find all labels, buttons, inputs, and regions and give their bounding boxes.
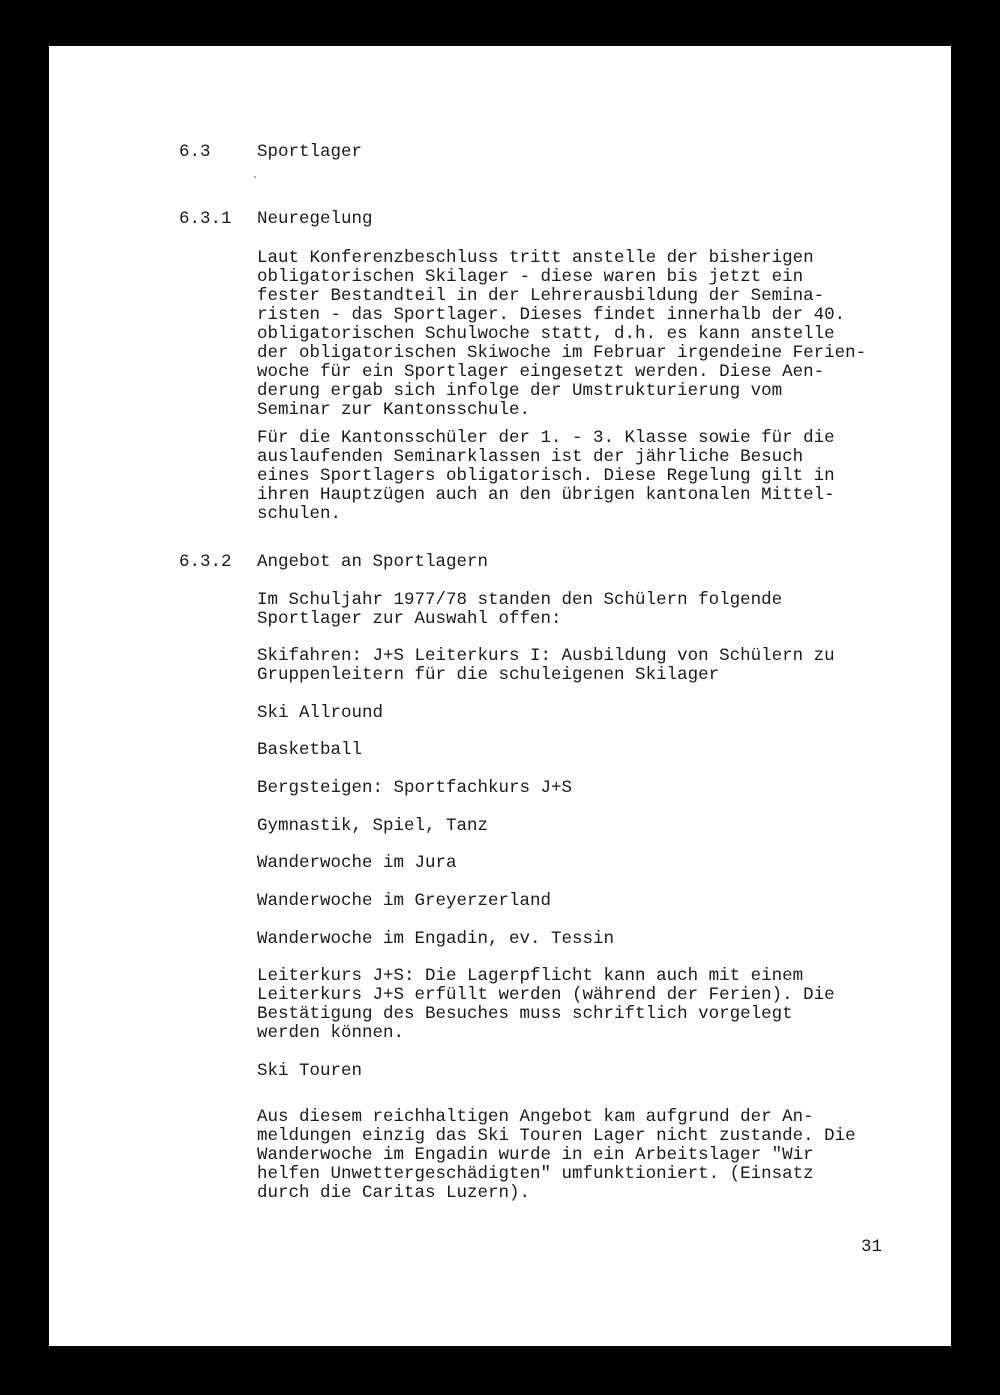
section-title: Sportlager (257, 142, 363, 162)
section-title: Neuregelung (257, 209, 373, 229)
offer-line: Leiterkurs J+S erfüllt werden (während der Ferien). Die (257, 985, 835, 1005)
offer-line: werden können. (257, 1023, 405, 1043)
paragraph-line: obligatorischen Skilager - diese waren bis jetzt ein (257, 267, 804, 287)
paragraph-line: Laut Konferenzbeschluss tritt anstelle der bisherigen (257, 248, 814, 268)
speck (254, 176, 256, 178)
offer-line: Bergsteigen: Sportfachkurs J+S (257, 778, 573, 798)
paragraph-line: eines Sportlagers obligatorisch. Diese Regelung gilt in (257, 466, 835, 486)
offer-line: Bestätigung des Besuches muss schriftlich vorgelegt (257, 1004, 793, 1024)
paragraph-line: Im Schuljahr 1977/78 standen den Schülern folgende (257, 590, 783, 610)
paragraph-line: durch die Caritas Luzern). (257, 1183, 531, 1203)
paragraph-line: Sportlager zur Auswahl offen: (257, 609, 562, 629)
paragraph-line: woche für ein Sportlager eingesetzt werden. Diese Aen- (257, 362, 825, 382)
document-page (49, 46, 951, 1346)
offer-line: Leiterkurs J+S: Die Lagerpflicht kann auch mit einem (257, 966, 804, 986)
offer-line: Wanderwoche im Engadin, ev. Tessin (257, 929, 615, 949)
paragraph-line: Seminar zur Kantonsschule. (257, 400, 531, 420)
offer-line: Wanderwoche im Greyerzerland (257, 891, 552, 911)
paragraph-line: risten - das Sportlager. Dieses findet innerhalb der 40. (257, 305, 846, 325)
section-number: 6.3.1 (179, 209, 232, 229)
offer-line: Gruppenleitern für die schuleigenen Skilager (257, 665, 720, 685)
paragraph-line: derung ergab sich infolge der Umstrukturierung vom (257, 381, 783, 401)
offer-line: Ski Allround (257, 703, 384, 723)
paragraph-line: schulen. (257, 504, 342, 524)
section-title: Angebot an Sportlagern (257, 552, 489, 572)
offer-line: Wanderwoche im Jura (257, 853, 457, 873)
page-number: 31 (861, 1237, 883, 1257)
paragraph-line: ihren Hauptzügen auch an den übrigen kantonalen Mittel- (257, 485, 835, 505)
paragraph-line: meldungen einzig das Ski Touren Lager nicht zustande. Die (257, 1126, 856, 1146)
paragraph-line: auslaufenden Seminarklassen ist der jährliche Besuch (257, 447, 804, 467)
offer-line: Basketball (257, 740, 363, 760)
offer-line: Skifahren: J+S Leiterkurs I: Ausbildung von Schülern zu (257, 646, 835, 666)
paragraph-line: fester Bestandteil in der Lehrerausbildung der Semina- (257, 286, 825, 306)
section-number: 6.3.2 (179, 552, 232, 572)
paragraph-line: Aus diesem reichhaltigen Angebot kam aufgrund der An- (257, 1107, 814, 1127)
section-number: 6.3 (179, 142, 211, 162)
paragraph-line: obligatorischen Schulwoche statt, d.h. es kann anstelle (257, 324, 835, 344)
offer-line: Ski Touren (257, 1061, 363, 1081)
offer-line: Gymnastik, Spiel, Tanz (257, 816, 489, 836)
paragraph-line: helfen Unwettergeschädigten" umfunktioniert. (Einsatz (257, 1164, 814, 1184)
paragraph-line: Wanderwoche im Engadin wurde in ein Arbeitslager "Wir (257, 1145, 814, 1165)
paragraph-line: der obligatorischen Skiwoche im Februar irgendeine Ferien- (257, 343, 867, 363)
paragraph-line: Für die Kantonsschüler der 1. - 3. Klasse sowie für die (257, 428, 835, 448)
